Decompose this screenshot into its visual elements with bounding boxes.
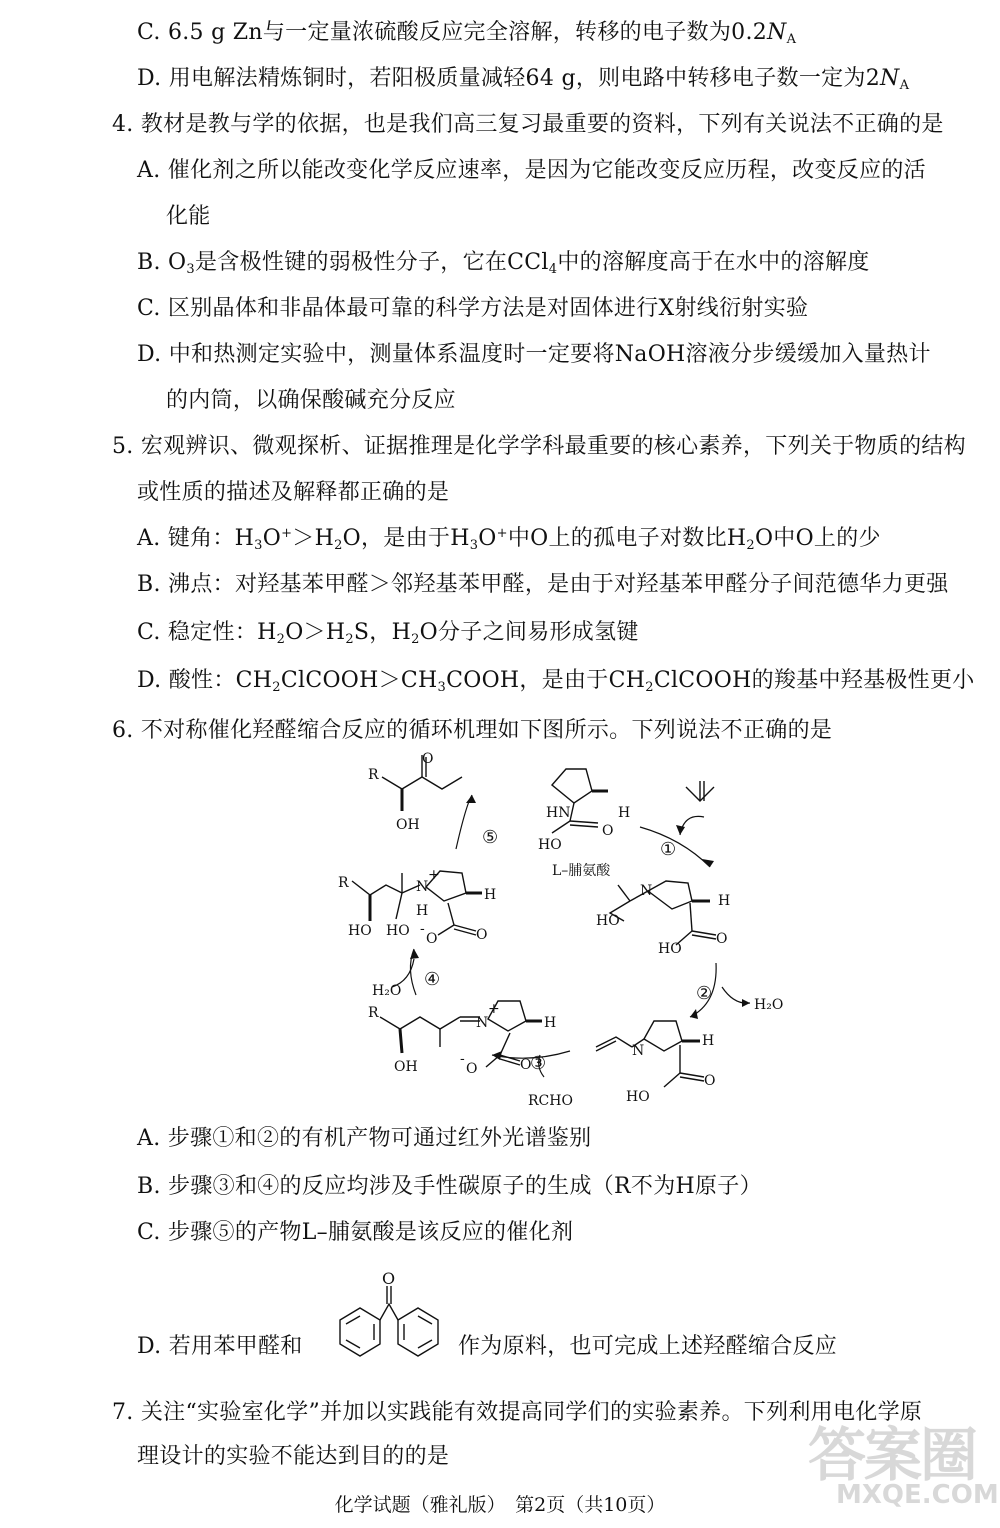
q5-stem: 5. 宏观辨识、微观探析、证据推理是化学学科最重要的核心素养，下列关于物质的结构: [112, 434, 966, 459]
page-footer: 化学试题（雅礼版） 第2页（共10页）: [334, 1494, 666, 1516]
q7-stem-cont: 理设计的实验不能达到目的的是: [137, 1444, 450, 1469]
label-n-bl: N: [476, 1015, 489, 1031]
label-r-bl: R: [368, 1005, 379, 1021]
q4-option-a: A. 催化剂之所以能改变化学反应速率，是因为它能改变反应历程，改变反应的活: [137, 158, 926, 183]
label-r-left: R: [338, 875, 349, 891]
label-ho-br: HO: [626, 1089, 650, 1105]
step-2-label: ②: [696, 983, 713, 1004]
step-5-label: ⑤: [482, 827, 499, 848]
label-o-left: O: [476, 927, 488, 943]
label-plus-left: +: [428, 867, 440, 883]
q5-option-a: A. 键角：$H_3O^+>H_2O$，是由于$H_3O^+$中O上的孤电子对数比$H_2O$中O上的少: [137, 526, 881, 553]
label-h-left: H: [416, 903, 429, 919]
q5-option-c: C. 稳定性：$H_2O>H_2S$，$H_2O$分子之间易形成氢键: [137, 620, 639, 647]
step-3-label: ③: [530, 1053, 547, 1074]
label-ho-left: HO: [348, 923, 372, 939]
label-o-br: O: [704, 1073, 716, 1089]
label-minus-bl: -: [460, 1051, 465, 1067]
label-ho-right2: HO: [596, 913, 620, 929]
label-ominus-bl: O: [466, 1061, 478, 1077]
benzophenone-o: O: [382, 1269, 396, 1288]
q6-option-a: A. 步骤①和②的有机产物可通过红外光谱鉴别: [137, 1126, 592, 1151]
label-h-bl: H: [544, 1015, 557, 1031]
q7-stem: 7. 关注“实验室化学”并加以实践能有效提高同学们的实验素养。下列利用电化学原: [112, 1400, 923, 1425]
label-h-proline: H: [618, 805, 631, 821]
q6-option-b: B. 步骤③和④的反应均涉及手性碳原子的生成（R不为H原子）: [137, 1174, 762, 1199]
label-n-br: N: [632, 1043, 645, 1059]
q6-option-c: C. 步骤⑤的产物L–脯氨酸是该反应的催化剂: [137, 1220, 574, 1245]
q3-option-d: D. 用电解法精炼铜时，若阳极质量减轻64 g，则电路中转移电子数一定为$2N_A$: [137, 66, 910, 93]
q6-option-d-cont: 作为原料，也可完成上述羟醛缩合反应: [458, 1334, 838, 1359]
q4-option-d-cont: 的内筒，以确保酸碱充分反应: [166, 388, 456, 413]
label-ominus-left: O: [426, 931, 438, 947]
label-h-br: H: [702, 1033, 715, 1049]
catalytic-cycle-diagram: [330, 751, 784, 1115]
label-o-top: O: [422, 751, 434, 767]
benzophenone-structure: [312, 1268, 462, 1378]
q5-option-b: B. 沸点：对羟基苯甲醛＞邻羟基苯甲醛，是由于对羟基苯甲醛分子间范德华力更强: [137, 572, 949, 597]
label-o-right: O: [716, 931, 728, 947]
label-oh-bl: OH: [394, 1059, 418, 1075]
q3-option-c: C. 6.5 g Zn与一定量浓硫酸反应完全溶解，转移的电子数为$0.2N_A$: [137, 20, 797, 47]
q4-option-b: B. $O_3$是含极性键的弱极性分子，它在CCl$_4$中的溶解度高于在水中的溶解度: [137, 250, 870, 277]
label-h-right: H: [718, 893, 731, 909]
q4-option-c: C. 区别晶体和非晶体最可靠的科学方法是对固体进行X射线衍射实验: [137, 296, 809, 321]
q4-stem: 4. 教材是教与学的依据，也是我们高三复习最重要的资料，下列有关说法不正确的是: [112, 112, 944, 137]
label-n-right: N: [640, 883, 653, 899]
proline-name: L–脯氨酸: [552, 863, 611, 879]
step-1-label: ①: [660, 839, 677, 860]
label-minus-left: -: [420, 921, 425, 937]
label-h-left2: H: [484, 887, 497, 903]
label-r-top: R: [368, 767, 379, 783]
label-o-bl: O: [520, 1057, 532, 1073]
label-n-left: N: [416, 879, 429, 895]
watermark-url: MXQE.COM: [836, 1480, 999, 1510]
rcho: RCHO: [528, 1093, 573, 1109]
watermark-text: 答案圈: [808, 1421, 977, 1489]
water-out: H₂O: [754, 997, 784, 1013]
step-4-label: ④: [424, 969, 441, 990]
q5-stem-cont: 或性质的描述及解释都正确的是: [137, 480, 450, 505]
q5-option-d: D. 酸性：$CH_2ClCOOH>CH_3COOH$，是由于$CH_2ClCOOH$的羧基中羟基极性更小: [137, 668, 975, 695]
label-ho-right: HO: [658, 941, 682, 957]
label-hn: HN: [546, 805, 571, 821]
label-oh-proline: HO: [538, 837, 562, 853]
q6-option-d: D. 若用苯甲醛和: [137, 1334, 303, 1359]
water-in: H₂O: [372, 983, 402, 999]
q6-stem: 6. 不对称催化羟醛缩合反应的循环机理如下图所示。下列说法不正确的是: [112, 718, 833, 743]
label-o-proline: O: [602, 823, 614, 839]
label-oh-top: OH: [396, 817, 420, 833]
q4-option-d: D. 中和热测定实验中，测量体系温度时一定要将NaOH溶液分步缓缓加入量热计: [137, 342, 931, 367]
label-plus-bl: +: [488, 1001, 500, 1017]
q4-option-a-cont: 化能: [166, 204, 211, 229]
label-oh-left: HO: [386, 923, 410, 939]
watermark-logo: [808, 1408, 999, 1518]
